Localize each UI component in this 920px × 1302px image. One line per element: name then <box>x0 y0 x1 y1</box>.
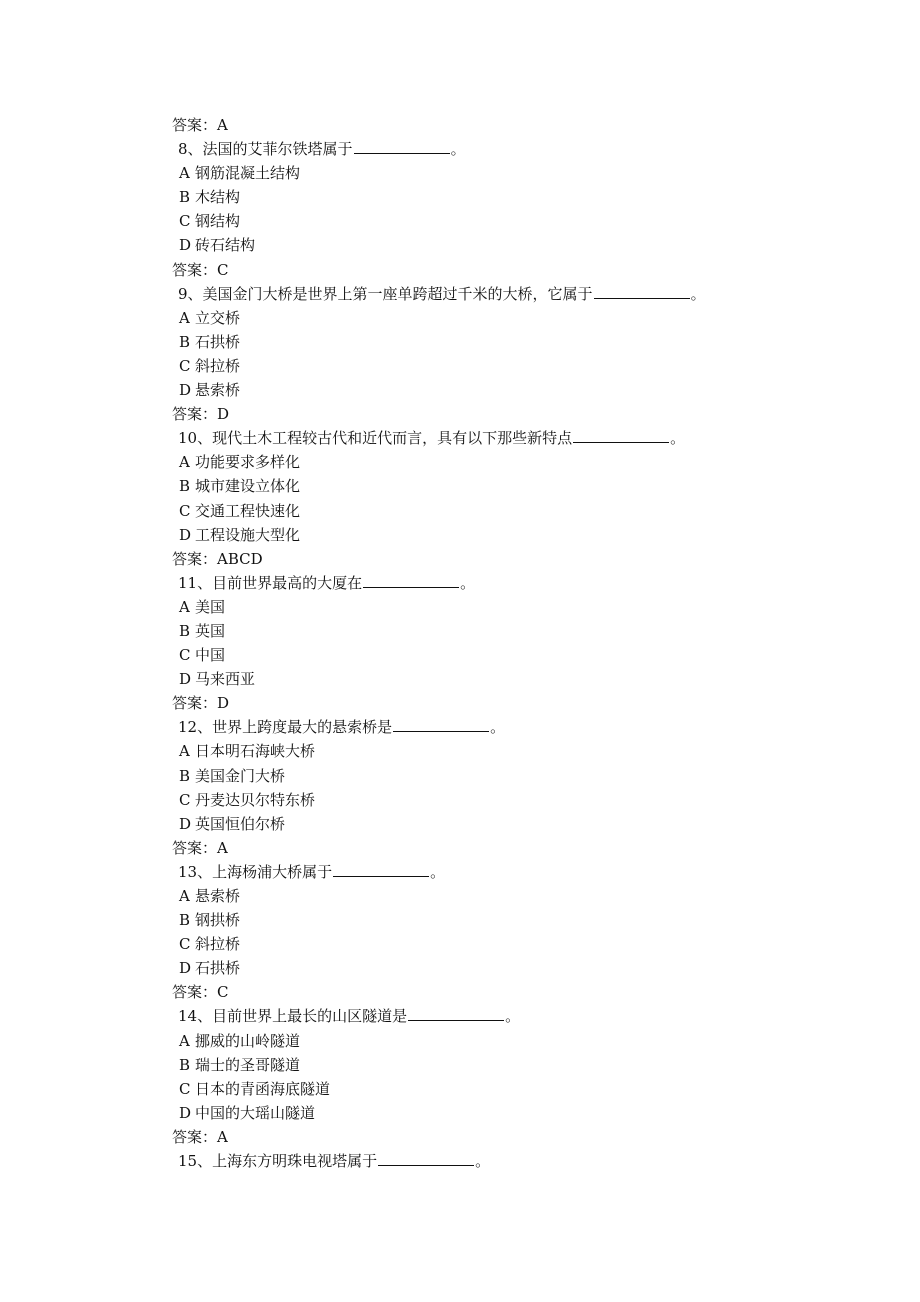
question-text: 上海杨浦大桥属于 <box>212 862 333 881</box>
option-text: 悬索桥 <box>195 887 241 905</box>
answer-value: D <box>217 405 230 424</box>
answer-label: 答案： <box>172 549 218 568</box>
option-letter: D <box>179 381 192 400</box>
option-text: 砖石结构 <box>195 236 256 255</box>
option-text: 立交桥 <box>195 308 241 327</box>
option-line <box>172 450 872 474</box>
option-text: 石拱桥 <box>195 332 241 351</box>
answer-value: C <box>217 260 229 279</box>
question-end: 。 <box>460 573 476 592</box>
question-number: 13、 <box>178 862 213 881</box>
answer-label: 答案： <box>172 983 218 1002</box>
answer-value: A <box>217 1127 228 1146</box>
option-line <box>172 1053 872 1077</box>
answer-blank <box>573 428 669 443</box>
option-letter: B <box>179 477 191 496</box>
option-letter: D <box>179 959 192 978</box>
question-number: 11、 <box>178 573 213 592</box>
answer-blank <box>594 284 690 299</box>
option-letter: C <box>179 646 191 665</box>
option-line <box>172 185 872 209</box>
question-text: 上海东方明珠电视塔属于 <box>212 1152 378 1171</box>
answer-blank <box>354 139 450 154</box>
question-line <box>172 715 872 739</box>
option-letter: A <box>179 742 190 761</box>
answer-value: ABCD <box>217 549 263 568</box>
option-letter: D <box>179 814 192 833</box>
document-page <box>172 113 872 1173</box>
option-line <box>172 619 872 643</box>
answer-value: D <box>217 694 230 713</box>
question-line <box>172 282 872 306</box>
answer-line <box>172 402 872 426</box>
option-line <box>172 209 872 233</box>
option-text: 英国恒伯尔桥 <box>195 814 286 833</box>
option-line <box>172 499 872 523</box>
answer-value: C <box>217 983 229 1002</box>
question-end: 。 <box>690 284 706 303</box>
question-text: 美国金门大桥是世界上第一座单跨超过千米的大桥，它属于 <box>202 284 593 303</box>
question-end: 。 <box>450 140 466 159</box>
question-text: 目前世界上最长的山区隧道是 <box>212 1007 408 1026</box>
question-number: 8、 <box>178 140 203 159</box>
option-text: 功能要求多样化 <box>195 453 301 472</box>
option-text: 瑞士的圣哥隧道 <box>195 1055 301 1074</box>
answer-blank <box>408 1006 504 1021</box>
option-line <box>172 306 872 330</box>
option-letter: C <box>179 790 191 809</box>
option-letter: B <box>179 766 191 785</box>
option-line <box>172 354 872 378</box>
question-end: 。 <box>490 718 506 737</box>
question-line <box>172 137 872 161</box>
option-letter: B <box>179 188 191 207</box>
answer-line <box>172 980 872 1004</box>
question-text: 目前世界最高的大厦在 <box>212 573 363 592</box>
option-line <box>172 908 872 932</box>
option-line <box>172 812 872 836</box>
option-line <box>172 1077 872 1101</box>
option-text: 悬索桥 <box>195 381 241 400</box>
option-letter: B <box>179 911 191 930</box>
answer-label: 答案： <box>172 116 218 134</box>
answer-label: 答案： <box>172 694 218 713</box>
option-line <box>172 764 872 788</box>
answer-label: 答案： <box>172 405 218 424</box>
option-text: 交通工程快速化 <box>195 501 301 520</box>
option-letter: A <box>179 1031 190 1050</box>
question-line <box>172 426 872 450</box>
option-text: 斜拉桥 <box>195 935 241 954</box>
option-line <box>172 1029 872 1053</box>
option-text: 美国金门大桥 <box>195 766 286 785</box>
option-line <box>172 739 872 763</box>
answer-label: 答案： <box>172 260 218 279</box>
option-text: 挪威的山岭隧道 <box>195 1031 301 1050</box>
option-letter: D <box>179 236 192 255</box>
answer-line <box>172 113 872 137</box>
option-line <box>172 788 872 812</box>
question-number: 14、 <box>178 1007 213 1026</box>
option-letter: D <box>179 1103 192 1122</box>
question-number: 15、 <box>178 1152 213 1171</box>
option-text: 中国的大瑶山隧道 <box>195 1103 316 1122</box>
option-line <box>172 330 872 354</box>
answer-value: A <box>217 116 228 134</box>
question-text: 世界上跨度最大的悬索桥是 <box>212 718 393 737</box>
option-letter: C <box>179 356 191 375</box>
option-line <box>172 595 872 619</box>
option-text: 石拱桥 <box>195 959 241 978</box>
option-letter: C <box>179 935 191 954</box>
option-line <box>172 378 872 402</box>
question-line <box>172 571 872 595</box>
question-text: 现代土木工程较古代和近代而言，具有以下那些新特点 <box>212 429 573 448</box>
option-line <box>172 956 872 980</box>
question-end: 。 <box>670 429 686 448</box>
answer-blank <box>333 862 429 877</box>
option-letter: A <box>179 597 190 616</box>
option-text: 日本的青函海底隧道 <box>195 1079 331 1098</box>
option-line <box>172 884 872 908</box>
option-line <box>172 1101 872 1125</box>
option-letter: B <box>179 621 191 640</box>
question-line <box>172 1004 872 1028</box>
option-letter: A <box>179 453 190 472</box>
option-line <box>172 667 872 691</box>
option-text: 钢结构 <box>195 212 241 231</box>
answer-blank <box>393 717 489 732</box>
question-number: 9、 <box>178 284 203 303</box>
option-letter: A <box>179 308 190 327</box>
question-text: 法国的艾菲尔铁塔属于 <box>202 140 353 159</box>
option-text: 丹麦达贝尔特东桥 <box>195 790 316 809</box>
option-letter: A <box>179 887 190 905</box>
answer-value: A <box>217 838 228 857</box>
option-letter: D <box>179 525 192 544</box>
answer-label: 答案： <box>172 1127 218 1146</box>
answer-label: 答案： <box>172 838 218 857</box>
option-text: 木结构 <box>195 188 241 207</box>
answer-line <box>172 547 872 571</box>
option-letter: C <box>179 1079 191 1098</box>
option-text: 美国 <box>195 597 226 616</box>
question-number: 12、 <box>178 718 213 737</box>
option-text: 马来西亚 <box>195 670 256 689</box>
option-line <box>172 161 872 185</box>
question-line <box>172 860 872 884</box>
question-line <box>172 1149 872 1173</box>
option-line <box>172 643 872 667</box>
option-letter: B <box>179 1055 191 1074</box>
question-end: 。 <box>475 1152 491 1171</box>
answer-line <box>172 258 872 282</box>
option-letter: C <box>179 212 191 231</box>
question-number: 10、 <box>178 429 213 448</box>
option-line <box>172 932 872 956</box>
option-line <box>172 474 872 498</box>
answer-line <box>172 691 872 715</box>
option-text: 钢拱桥 <box>195 911 241 930</box>
question-end: 。 <box>430 862 446 881</box>
option-line <box>172 523 872 547</box>
option-text: 中国 <box>195 646 226 665</box>
answer-blank <box>378 1151 474 1166</box>
option-letter: C <box>179 501 191 520</box>
option-text: 英国 <box>195 621 226 640</box>
answer-line <box>172 836 872 860</box>
option-text: 日本明石海峡大桥 <box>195 742 316 761</box>
option-letter: A <box>179 164 190 183</box>
answer-blank <box>363 573 459 588</box>
option-letter: D <box>179 670 192 689</box>
option-text: 斜拉桥 <box>195 356 241 375</box>
option-letter: B <box>179 332 191 351</box>
option-line <box>172 233 872 257</box>
option-text: 城市建设立体化 <box>195 477 301 496</box>
option-text: 工程设施大型化 <box>195 525 301 544</box>
option-text: 钢筋混凝土结构 <box>195 164 301 183</box>
question-end: 。 <box>505 1007 521 1026</box>
answer-line <box>172 1125 872 1149</box>
